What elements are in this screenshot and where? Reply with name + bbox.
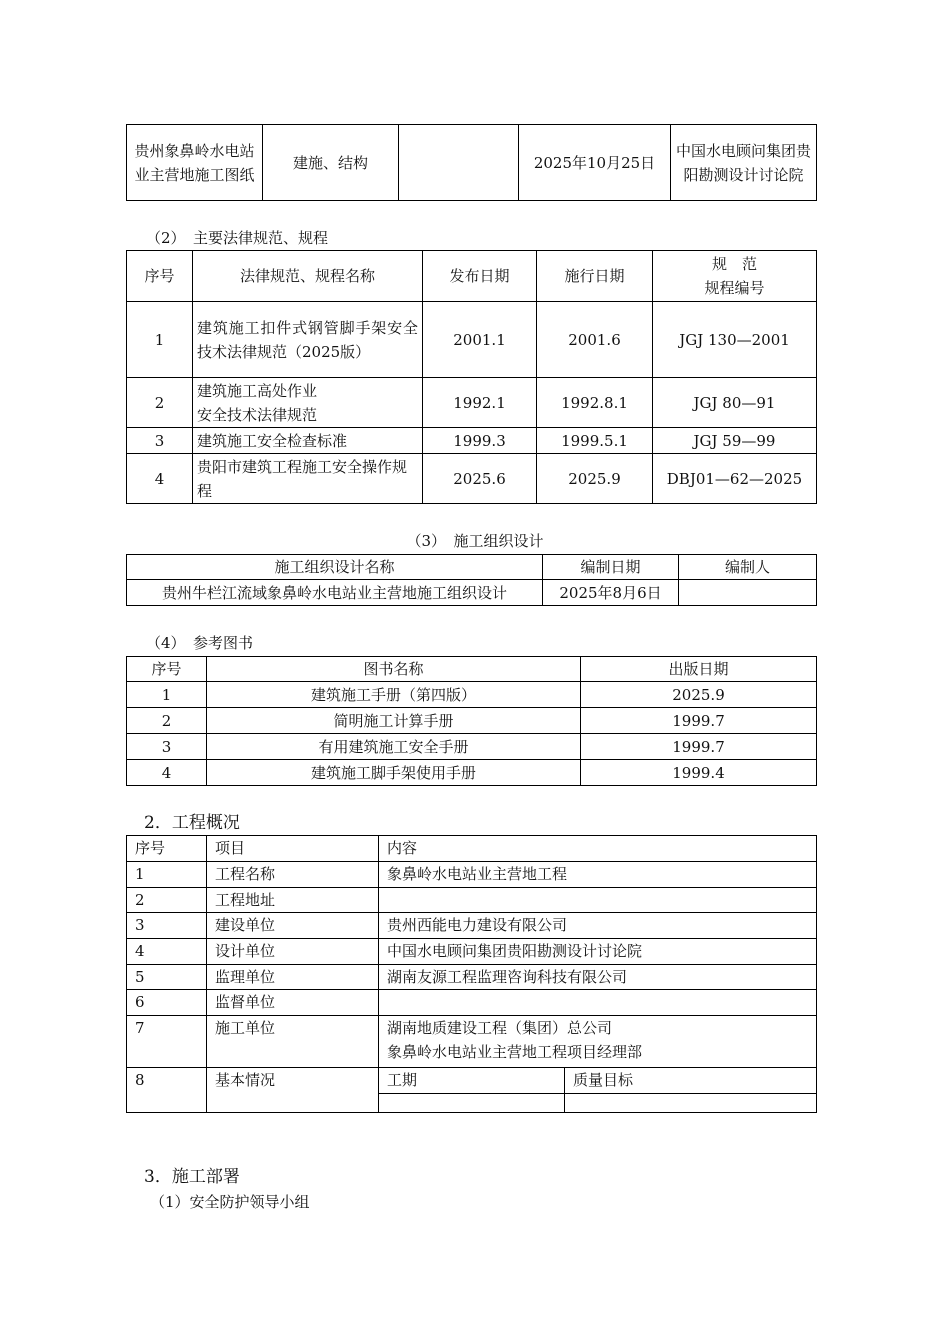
org-design-date: 2025年8月6日 — [543, 580, 679, 606]
item-value: 湖南地质建设工程（集团）总公司 象鼻岭水电站业主营地工程项目经理部 — [379, 1016, 817, 1068]
effective-date: 1992.8.1 — [537, 378, 653, 428]
table-row — [127, 913, 817, 939]
law-name: 建筑施工高处作业 安全技术法律规范 — [193, 378, 423, 428]
row-number: 4 — [127, 760, 207, 786]
table-row — [127, 682, 817, 708]
col-header: 项目 — [207, 836, 379, 862]
law-name: 贵阳市建筑工程施工安全操作规程 — [193, 454, 423, 504]
publish-date: 1999.3 — [423, 428, 537, 454]
col-header: 图书名称 — [207, 657, 581, 682]
table-row — [127, 708, 817, 734]
table-header-row — [127, 657, 817, 682]
book-title: 有用建筑施工安全手册 — [207, 734, 581, 760]
table-row — [127, 302, 817, 378]
col-header: 序号 — [127, 836, 207, 862]
drawings-table — [126, 124, 817, 201]
row-number: 5 — [127, 965, 207, 990]
item-label: 建设单位 — [207, 913, 379, 939]
law-code: DBJ01—62—2025 — [653, 454, 817, 504]
col-header: 施行日期 — [537, 251, 653, 302]
table-header-row — [127, 836, 817, 862]
item-value: 象鼻岭水电站业主营地工程 — [379, 862, 817, 888]
quality-target-value — [565, 1094, 817, 1113]
col-header: 编制人 — [679, 555, 817, 580]
table-row — [127, 760, 817, 786]
item-label: 基本情况 — [207, 1068, 379, 1113]
book-date: 1999.7 — [581, 708, 817, 734]
col-header: 法律规范、规程名称 — [193, 251, 423, 302]
item-value: 贵州西能电力建设有限公司 — [379, 913, 817, 939]
overview-table — [126, 835, 817, 1113]
table-row — [127, 125, 817, 201]
row-number: 4 — [127, 939, 207, 965]
row-number: 2 — [127, 888, 207, 913]
effective-date: 2025.9 — [537, 454, 653, 504]
table-header-row — [127, 251, 817, 302]
deploy-title: 3．施工部署 — [144, 1167, 240, 1187]
col-header: 编制日期 — [543, 555, 679, 580]
col-header: 出版日期 — [581, 657, 817, 682]
item-value — [379, 888, 817, 913]
overview-title: 2．工程概况 — [144, 813, 240, 833]
table-row — [127, 378, 817, 428]
publish-date: 2025.6 — [423, 454, 537, 504]
row-number: 2 — [127, 708, 207, 734]
row-number: 7 — [127, 1016, 207, 1068]
table-row — [127, 862, 817, 888]
item-label: 工程名称 — [207, 862, 379, 888]
row-number: 1 — [127, 862, 207, 888]
effective-date: 1999.5.1 — [537, 428, 653, 454]
drawing-name: 贵州象鼻岭水电站业主营地施工图纸 — [127, 125, 263, 201]
table-row — [127, 1016, 817, 1068]
item-value: 湖南友源工程监理咨询科技有限公司 — [379, 965, 817, 990]
item-value — [379, 990, 817, 1016]
item-label: 监理单位 — [207, 965, 379, 990]
item-value: 中国水电顾问集团贵阳勘测设计讨论院 — [379, 939, 817, 965]
row-number: 3 — [127, 734, 207, 760]
publish-date: 2001.1 — [423, 302, 537, 378]
row-number: 1 — [127, 302, 193, 378]
schedule-value — [379, 1094, 565, 1113]
row-number: 3 — [127, 913, 207, 939]
col-header: 发布日期 — [423, 251, 537, 302]
table-row — [127, 939, 817, 965]
table-row — [127, 1068, 817, 1094]
drawing-designer: 中国水电顾问集团贵阳勘测设计讨论院 — [671, 125, 817, 201]
row-number: 2 — [127, 378, 193, 428]
col-header: 施工组织设计名称 — [127, 555, 543, 580]
publish-date: 1992.1 — [423, 378, 537, 428]
book-date: 1999.4 — [581, 760, 817, 786]
org-design-caption: （3） 施工组织设计 — [406, 532, 544, 550]
table-row — [127, 428, 817, 454]
table-row — [127, 454, 817, 504]
law-name: 建筑施工扣件式钢管脚手架安全技术法律规范（2025版） — [193, 302, 423, 378]
book-date: 2025.9 — [581, 682, 817, 708]
col-header: 内容 — [379, 836, 817, 862]
table-header-row — [127, 555, 817, 580]
book-title: 建筑施工脚手架使用手册 — [207, 760, 581, 786]
book-title: 简明施工计算手册 — [207, 708, 581, 734]
item-label: 监督单位 — [207, 990, 379, 1016]
row-number: 3 — [127, 428, 193, 454]
books-caption: （4） 参考图书 — [146, 634, 254, 652]
col-header: 序号 — [127, 657, 207, 682]
org-design-name: 贵州牛栏江流域象鼻岭水电站业主营地施工组织设计 — [127, 580, 543, 606]
col-header: 规 范 规程编号 — [653, 251, 817, 302]
table-row — [127, 888, 817, 913]
law-code: JGJ 130—2001 — [653, 302, 817, 378]
effective-date: 2001.6 — [537, 302, 653, 378]
quality-target-header: 质量目标 — [565, 1068, 817, 1094]
drawing-specialty: 建施、结构 — [263, 125, 399, 201]
schedule-header: 工期 — [379, 1068, 565, 1094]
laws-caption: （2） 主要法律规范、规程 — [146, 229, 329, 247]
drawing-date: 2025年10月25日 — [519, 125, 671, 201]
law-code: JGJ 80—91 — [653, 378, 817, 428]
table-row — [127, 580, 817, 606]
org-design-table — [126, 554, 817, 606]
table-row — [127, 734, 817, 760]
book-date: 1999.7 — [581, 734, 817, 760]
law-code: JGJ 59—99 — [653, 428, 817, 454]
row-number: 6 — [127, 990, 207, 1016]
org-design-author — [679, 580, 817, 606]
col-header: 序号 — [127, 251, 193, 302]
drawing-number — [399, 125, 519, 201]
row-number: 8 — [127, 1068, 207, 1113]
book-title: 建筑施工手册（第四版） — [207, 682, 581, 708]
laws-table — [126, 250, 817, 504]
item-label: 施工单位 — [207, 1016, 379, 1068]
books-table — [126, 656, 817, 786]
deploy-subtitle: （1）安全防护领导小组 — [150, 1193, 310, 1211]
item-label: 设计单位 — [207, 939, 379, 965]
table-row — [127, 990, 817, 1016]
item-label: 工程地址 — [207, 888, 379, 913]
table-row — [127, 965, 817, 990]
row-number: 4 — [127, 454, 193, 504]
law-name: 建筑施工安全检查标准 — [193, 428, 423, 454]
row-number: 1 — [127, 682, 207, 708]
